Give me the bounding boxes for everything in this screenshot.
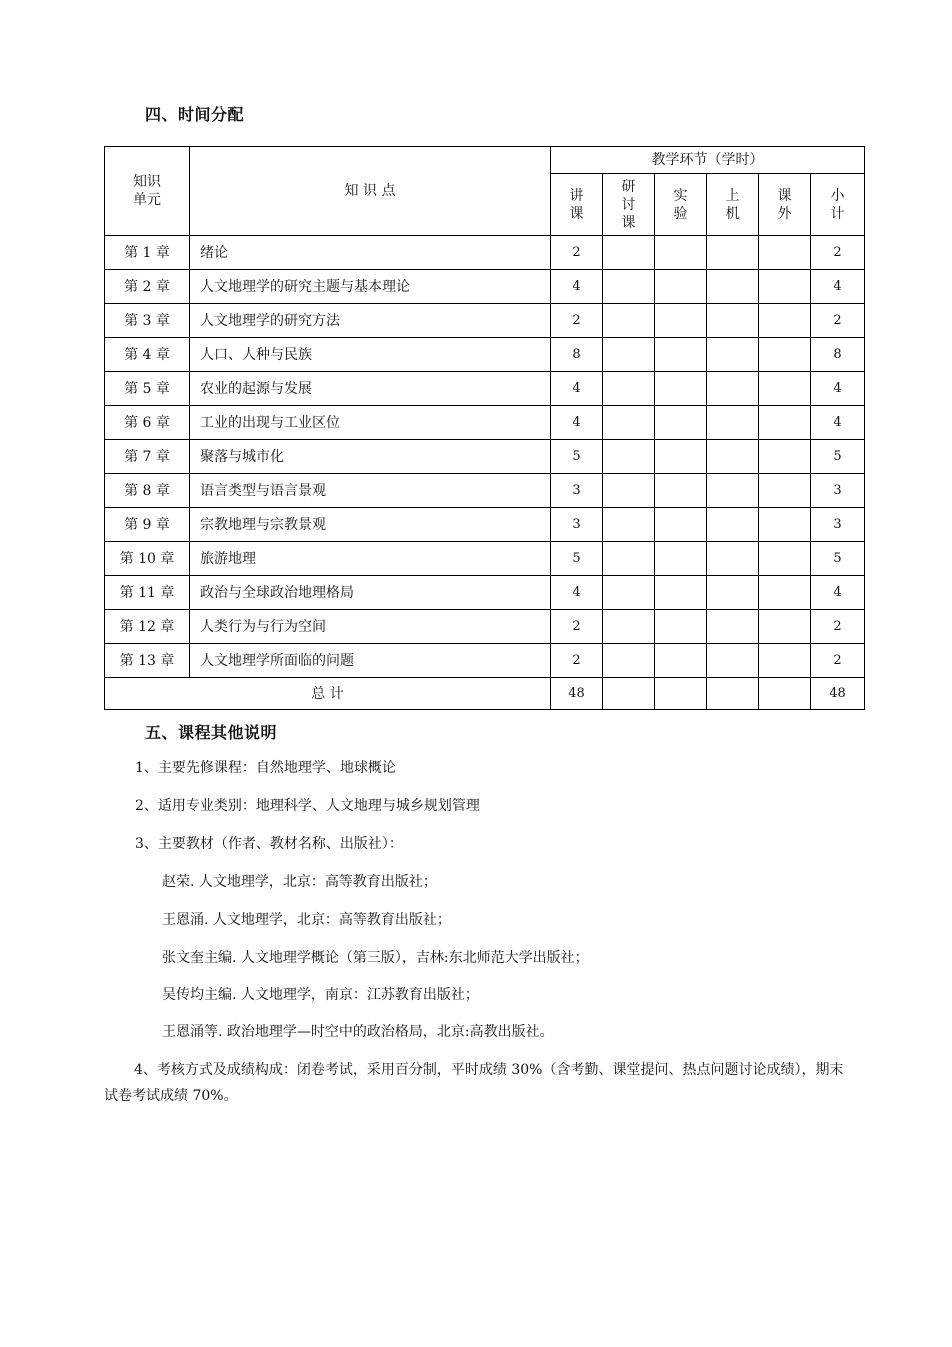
table-row bbox=[105, 440, 865, 474]
cell-subtotal: 3 bbox=[811, 474, 865, 508]
header-subtotal: 小 计 bbox=[811, 174, 865, 236]
cell-unit: 第 8 章 bbox=[105, 474, 190, 508]
cell-subtotal: 4 bbox=[811, 372, 865, 406]
cell-computer bbox=[707, 508, 759, 542]
table-row bbox=[105, 270, 865, 304]
total-row bbox=[105, 678, 865, 710]
cell-topic: 人文地理学的研究主题与基本理论 bbox=[190, 270, 551, 304]
section-4-heading: 四、时间分配 bbox=[145, 105, 245, 124]
time-allocation-table bbox=[104, 146, 865, 710]
cell-subtotal: 5 bbox=[811, 542, 865, 576]
cell-computer bbox=[707, 270, 759, 304]
cell-discussion bbox=[603, 338, 655, 372]
cell-discussion bbox=[603, 610, 655, 644]
cell-discussion bbox=[603, 304, 655, 338]
note-prerequisites: 1、主要先修课程：自然地理学、地球概论 bbox=[135, 760, 396, 776]
cell-topic: 人类行为与行为空间 bbox=[190, 610, 551, 644]
cell-topic: 语言类型与语言景观 bbox=[190, 474, 551, 508]
header-lecture: 讲 课 bbox=[551, 174, 603, 236]
cell-discussion bbox=[603, 372, 655, 406]
total-experiment bbox=[655, 678, 707, 710]
cell-unit: 第 11 章 bbox=[105, 576, 190, 610]
cell-unit: 第 3 章 bbox=[105, 304, 190, 338]
table-row bbox=[105, 610, 865, 644]
cell-discussion bbox=[603, 508, 655, 542]
table-row bbox=[105, 576, 865, 610]
cell-extracurricular bbox=[759, 508, 811, 542]
cell-computer bbox=[707, 372, 759, 406]
cell-experiment bbox=[655, 576, 707, 610]
cell-lecture: 5 bbox=[551, 440, 603, 474]
cell-computer bbox=[707, 236, 759, 270]
cell-extracurricular bbox=[759, 610, 811, 644]
cell-unit: 第 4 章 bbox=[105, 338, 190, 372]
cell-subtotal: 8 bbox=[811, 338, 865, 372]
total-computer bbox=[707, 678, 759, 710]
cell-unit: 第 7 章 bbox=[105, 440, 190, 474]
cell-subtotal: 3 bbox=[811, 508, 865, 542]
cell-unit: 第 12 章 bbox=[105, 610, 190, 644]
cell-topic: 宗教地理与宗教景观 bbox=[190, 508, 551, 542]
table-row bbox=[105, 236, 865, 270]
cell-experiment bbox=[655, 542, 707, 576]
cell-discussion bbox=[603, 440, 655, 474]
cell-experiment bbox=[655, 474, 707, 508]
cell-unit: 第 13 章 bbox=[105, 644, 190, 678]
cell-computer bbox=[707, 304, 759, 338]
cell-extracurricular bbox=[759, 474, 811, 508]
table-row bbox=[105, 542, 865, 576]
textbook-item: 王恩涌. 人文地理学，北京：高等教育出版社； bbox=[162, 912, 451, 928]
cell-experiment bbox=[655, 372, 707, 406]
cell-subtotal: 4 bbox=[811, 576, 865, 610]
cell-discussion bbox=[603, 236, 655, 270]
header-teaching-segments: 教学环节（学时） bbox=[551, 147, 865, 174]
cell-discussion bbox=[603, 270, 655, 304]
cell-extracurricular bbox=[759, 542, 811, 576]
cell-experiment bbox=[655, 610, 707, 644]
cell-lecture: 2 bbox=[551, 304, 603, 338]
cell-subtotal: 2 bbox=[811, 644, 865, 678]
note-assessment: 4、考核方式及成绩构成：闭卷考试，采用百分制，平时成绩 30%（含考勤、课堂提问、热点问题讨论成绩），期末试卷考试成绩 70%。 bbox=[104, 1062, 844, 1104]
cell-topic: 聚落与城市化 bbox=[190, 440, 551, 474]
header-discussion: 研 讨 课 bbox=[603, 174, 655, 236]
cell-experiment bbox=[655, 304, 707, 338]
table-row bbox=[105, 508, 865, 542]
table-row bbox=[105, 304, 865, 338]
cell-extracurricular bbox=[759, 338, 811, 372]
cell-subtotal: 2 bbox=[811, 304, 865, 338]
cell-experiment bbox=[655, 236, 707, 270]
cell-topic: 绪论 bbox=[190, 236, 551, 270]
section-5-heading: 五、课程其他说明 bbox=[145, 723, 278, 742]
table-row bbox=[105, 338, 865, 372]
header-extracurricular: 课 外 bbox=[759, 174, 811, 236]
cell-discussion bbox=[603, 542, 655, 576]
header-experiment: 实 验 bbox=[655, 174, 707, 236]
table-row bbox=[105, 644, 865, 678]
cell-lecture: 2 bbox=[551, 236, 603, 270]
header-computer: 上 机 bbox=[707, 174, 759, 236]
cell-unit: 第 6 章 bbox=[105, 406, 190, 440]
cell-subtotal: 5 bbox=[811, 440, 865, 474]
cell-extracurricular bbox=[759, 304, 811, 338]
cell-unit: 第 2 章 bbox=[105, 270, 190, 304]
cell-extracurricular bbox=[759, 440, 811, 474]
cell-extracurricular bbox=[759, 236, 811, 270]
cell-experiment bbox=[655, 644, 707, 678]
cell-lecture: 8 bbox=[551, 338, 603, 372]
total-label: 总 计 bbox=[105, 678, 551, 710]
cell-lecture: 5 bbox=[551, 542, 603, 576]
cell-computer bbox=[707, 474, 759, 508]
cell-topic: 农业的起源与发展 bbox=[190, 372, 551, 406]
cell-lecture: 4 bbox=[551, 270, 603, 304]
textbook-item: 张文奎主编. 人文地理学概论（第三版），吉林:东北师范大学出版社； bbox=[162, 950, 589, 966]
cell-unit: 第 10 章 bbox=[105, 542, 190, 576]
total-discussion bbox=[603, 678, 655, 710]
cell-subtotal: 2 bbox=[811, 610, 865, 644]
cell-topic: 政治与全球政治地理格局 bbox=[190, 576, 551, 610]
cell-lecture: 4 bbox=[551, 372, 603, 406]
cell-discussion bbox=[603, 576, 655, 610]
cell-subtotal: 2 bbox=[811, 236, 865, 270]
note-textbooks-intro: 3、主要教材（作者、教材名称、出版社）： bbox=[135, 836, 403, 852]
total-lecture: 48 bbox=[551, 678, 603, 710]
cell-discussion bbox=[603, 644, 655, 678]
cell-lecture: 2 bbox=[551, 644, 603, 678]
textbook-item: 赵荣. 人文地理学，北京：高等教育出版社； bbox=[162, 874, 437, 890]
cell-discussion bbox=[603, 474, 655, 508]
cell-extracurricular bbox=[759, 372, 811, 406]
cell-computer bbox=[707, 406, 759, 440]
cell-experiment bbox=[655, 270, 707, 304]
cell-lecture: 4 bbox=[551, 576, 603, 610]
cell-unit: 第 9 章 bbox=[105, 508, 190, 542]
cell-topic: 旅游地理 bbox=[190, 542, 551, 576]
cell-computer bbox=[707, 576, 759, 610]
cell-topic: 人文地理学所面临的问题 bbox=[190, 644, 551, 678]
cell-unit: 第 1 章 bbox=[105, 236, 190, 270]
cell-computer bbox=[707, 610, 759, 644]
cell-subtotal: 4 bbox=[811, 406, 865, 440]
cell-topic: 人口、人种与民族 bbox=[190, 338, 551, 372]
cell-lecture: 3 bbox=[551, 474, 603, 508]
header-knowledge-unit: 知识 单元 bbox=[105, 147, 190, 236]
textbook-item: 吴传均主编. 人文地理学，南京：江苏教育出版社； bbox=[162, 987, 479, 1003]
cell-topic: 人文地理学的研究方法 bbox=[190, 304, 551, 338]
textbook-item: 王恩涌等. 政治地理学—时空中的政治格局，北京:高教出版社。 bbox=[162, 1024, 554, 1040]
cell-lecture: 4 bbox=[551, 406, 603, 440]
cell-extracurricular bbox=[759, 576, 811, 610]
note-applicable-majors: 2、适用专业类别：地理科学、人文地理与城乡规划管理 bbox=[135, 798, 480, 814]
cell-unit: 第 5 章 bbox=[105, 372, 190, 406]
total-extracurricular bbox=[759, 678, 811, 710]
cell-lecture: 3 bbox=[551, 508, 603, 542]
cell-computer bbox=[707, 644, 759, 678]
cell-topic: 工业的出现与工业区位 bbox=[190, 406, 551, 440]
cell-discussion bbox=[603, 406, 655, 440]
cell-extracurricular bbox=[759, 644, 811, 678]
header-knowledge-point: 知 识 点 bbox=[190, 147, 551, 236]
table-row bbox=[105, 406, 865, 440]
cell-experiment bbox=[655, 406, 707, 440]
table-row bbox=[105, 372, 865, 406]
cell-computer bbox=[707, 542, 759, 576]
cell-lecture: 2 bbox=[551, 610, 603, 644]
cell-experiment bbox=[655, 508, 707, 542]
cell-subtotal: 4 bbox=[811, 270, 865, 304]
total-subtotal: 48 bbox=[811, 678, 865, 710]
table-row bbox=[105, 474, 865, 508]
cell-experiment bbox=[655, 440, 707, 474]
cell-computer bbox=[707, 338, 759, 372]
cell-computer bbox=[707, 440, 759, 474]
cell-experiment bbox=[655, 338, 707, 372]
cell-extracurricular bbox=[759, 270, 811, 304]
cell-extracurricular bbox=[759, 406, 811, 440]
